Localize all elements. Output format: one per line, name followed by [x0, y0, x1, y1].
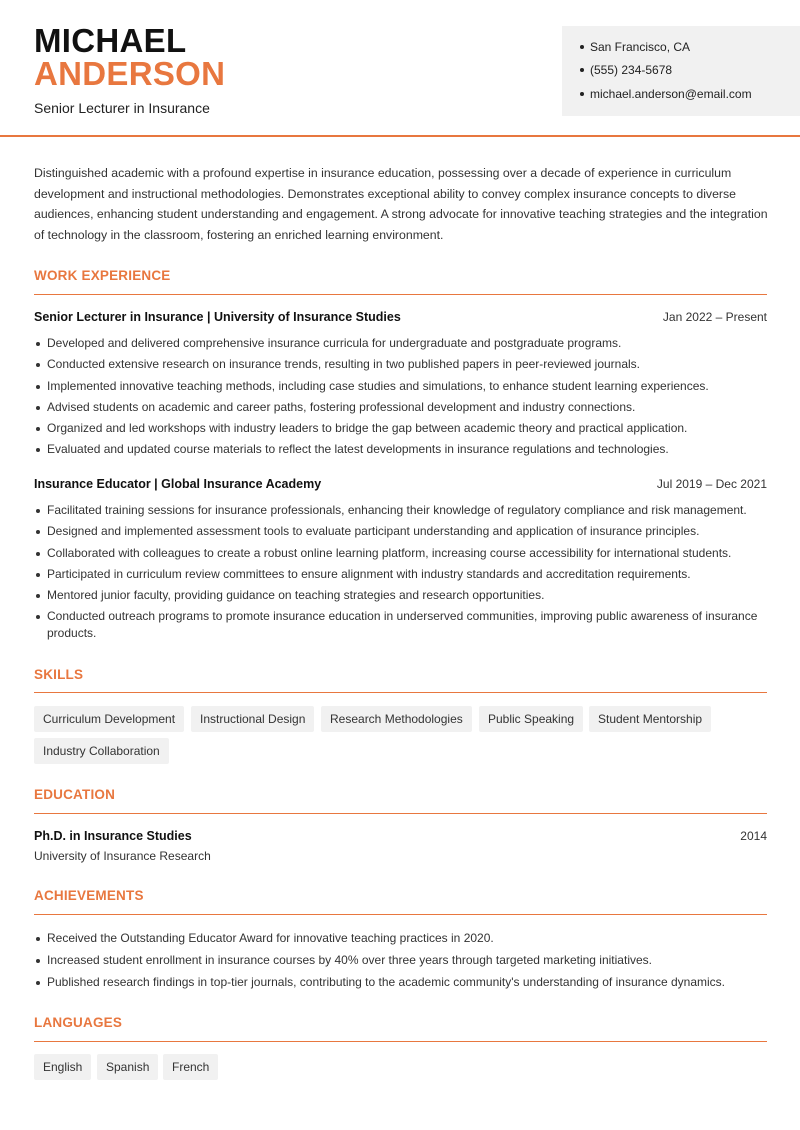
list-item: Participated in curriculum review committees to ensure alignment with industry standards and accreditation requirements.: [34, 566, 764, 583]
resume-header: [0, 0, 800, 137]
first-name: MICHAEL: [34, 22, 187, 59]
section-title-work: WORK EXPERIENCE: [34, 268, 171, 283]
section-divider: [34, 294, 767, 295]
achievement-bullets: [34, 930, 774, 995]
job-title-1: Senior Lecturer in Insurance | University of Insurance Studies: [34, 310, 401, 324]
skill-chip: Public Speaking: [479, 706, 583, 732]
education-year: 2014: [740, 829, 767, 843]
list-item: Evaluated and updated course materials to reflect the latest developments in insurance regulations and technologies.: [34, 441, 774, 458]
job-title: Senior Lecturer in Insurance: [34, 100, 210, 116]
skill-chip: Instructional Design: [191, 706, 314, 732]
skill-chip: Research Methodologies: [321, 706, 472, 732]
skill-chip: Curriculum Development: [34, 706, 184, 732]
summary-paragraph: Distinguished academic with a profound expertise in insurance education, possessing over a decade of experience in curriculum development and instructional methodologies. Demonstrates exceptional ability to convey complex insurance concepts to diverse audiences, enhancing student understanding and engagement. A strong advocate for innovative teaching strategies and the integration of technology in the classroom, fostering an enriched learning environment.: [34, 166, 768, 243]
education-degree: Ph.D. in Insurance Studies: [34, 829, 192, 843]
skill-chip: Industry Collaboration: [34, 738, 169, 764]
bullet-icon: [580, 92, 584, 96]
list-item: Organized and led workshops with industry leaders to bridge the gap between academic theory and practical application.: [34, 420, 774, 437]
contact-location: San Francisco, CA: [580, 40, 690, 54]
job-bullets-2: [34, 502, 764, 647]
section-title-achievements: ACHIEVEMENTS: [34, 888, 144, 903]
section-divider: [34, 1041, 767, 1042]
job-dates-1: Jan 2022 – Present: [662, 310, 767, 324]
list-item: Received the Outstanding Educator Award for innovative teaching practices in 2020.: [34, 930, 774, 947]
job-title-2: Insurance Educator | Global Insurance Academy: [34, 477, 322, 491]
list-item: Conducted outreach programs to promote insurance education in underserved communities, improving public awareness of insurance products.: [34, 608, 764, 642]
list-item: Developed and delivered comprehensive insurance curricula for undergraduate and postgraduate programs.: [34, 335, 774, 352]
list-item: Published research findings in top-tier journals, contributing to the academic community's understanding of insurance dynamics.: [34, 974, 774, 991]
contact-box: [562, 26, 800, 116]
list-item: Increased student enrollment in insurance courses by 40% over three years through targeted marketing initiatives.: [34, 952, 774, 969]
bullet-icon: [580, 45, 584, 49]
section-title-skills: SKILLS: [34, 667, 84, 682]
contact-email: michael.anderson@email.com: [580, 87, 752, 101]
section-divider: [34, 813, 767, 814]
list-item: Advised students on academic and career paths, fostering professional development and industry connections.: [34, 399, 774, 416]
language-chip: French: [163, 1054, 218, 1080]
skill-chip: Student Mentorship: [589, 706, 711, 732]
job-dates-2: Jul 2019 – Dec 2021: [656, 477, 767, 491]
list-item: Conducted extensive research on insurance trends, resulting in two published papers in peer-reviewed journals.: [34, 356, 774, 373]
contact-phone: (555) 234-5678: [580, 63, 672, 77]
section-divider: [34, 692, 767, 693]
section-divider: [34, 914, 767, 915]
language-chip: Spanish: [97, 1054, 158, 1080]
list-item: Collaborated with colleagues to create a robust online learning platform, increasing course accessibility for international students.: [34, 545, 764, 562]
education-school: University of Insurance Research: [34, 849, 211, 863]
last-name: ANDERSON: [34, 55, 226, 92]
section-title-education: EDUCATION: [34, 787, 116, 802]
bullet-icon: [580, 68, 584, 72]
job-bullets-1: [34, 335, 774, 463]
list-item: Facilitated training sessions for insurance professionals, enhancing their knowledge of regulatory compliance and risk management.: [34, 502, 764, 519]
language-chip: English: [34, 1054, 91, 1080]
list-item: Implemented innovative teaching methods, including case studies and simulations, to enhance student learning experiences.: [34, 378, 774, 395]
list-item: Designed and implemented assessment tools to evaluate participant understanding and application of insurance principles.: [34, 523, 764, 540]
list-item: Mentored junior faculty, providing guidance on teaching strategies and research opportunities.: [34, 587, 764, 604]
section-title-languages: LANGUAGES: [34, 1015, 123, 1030]
